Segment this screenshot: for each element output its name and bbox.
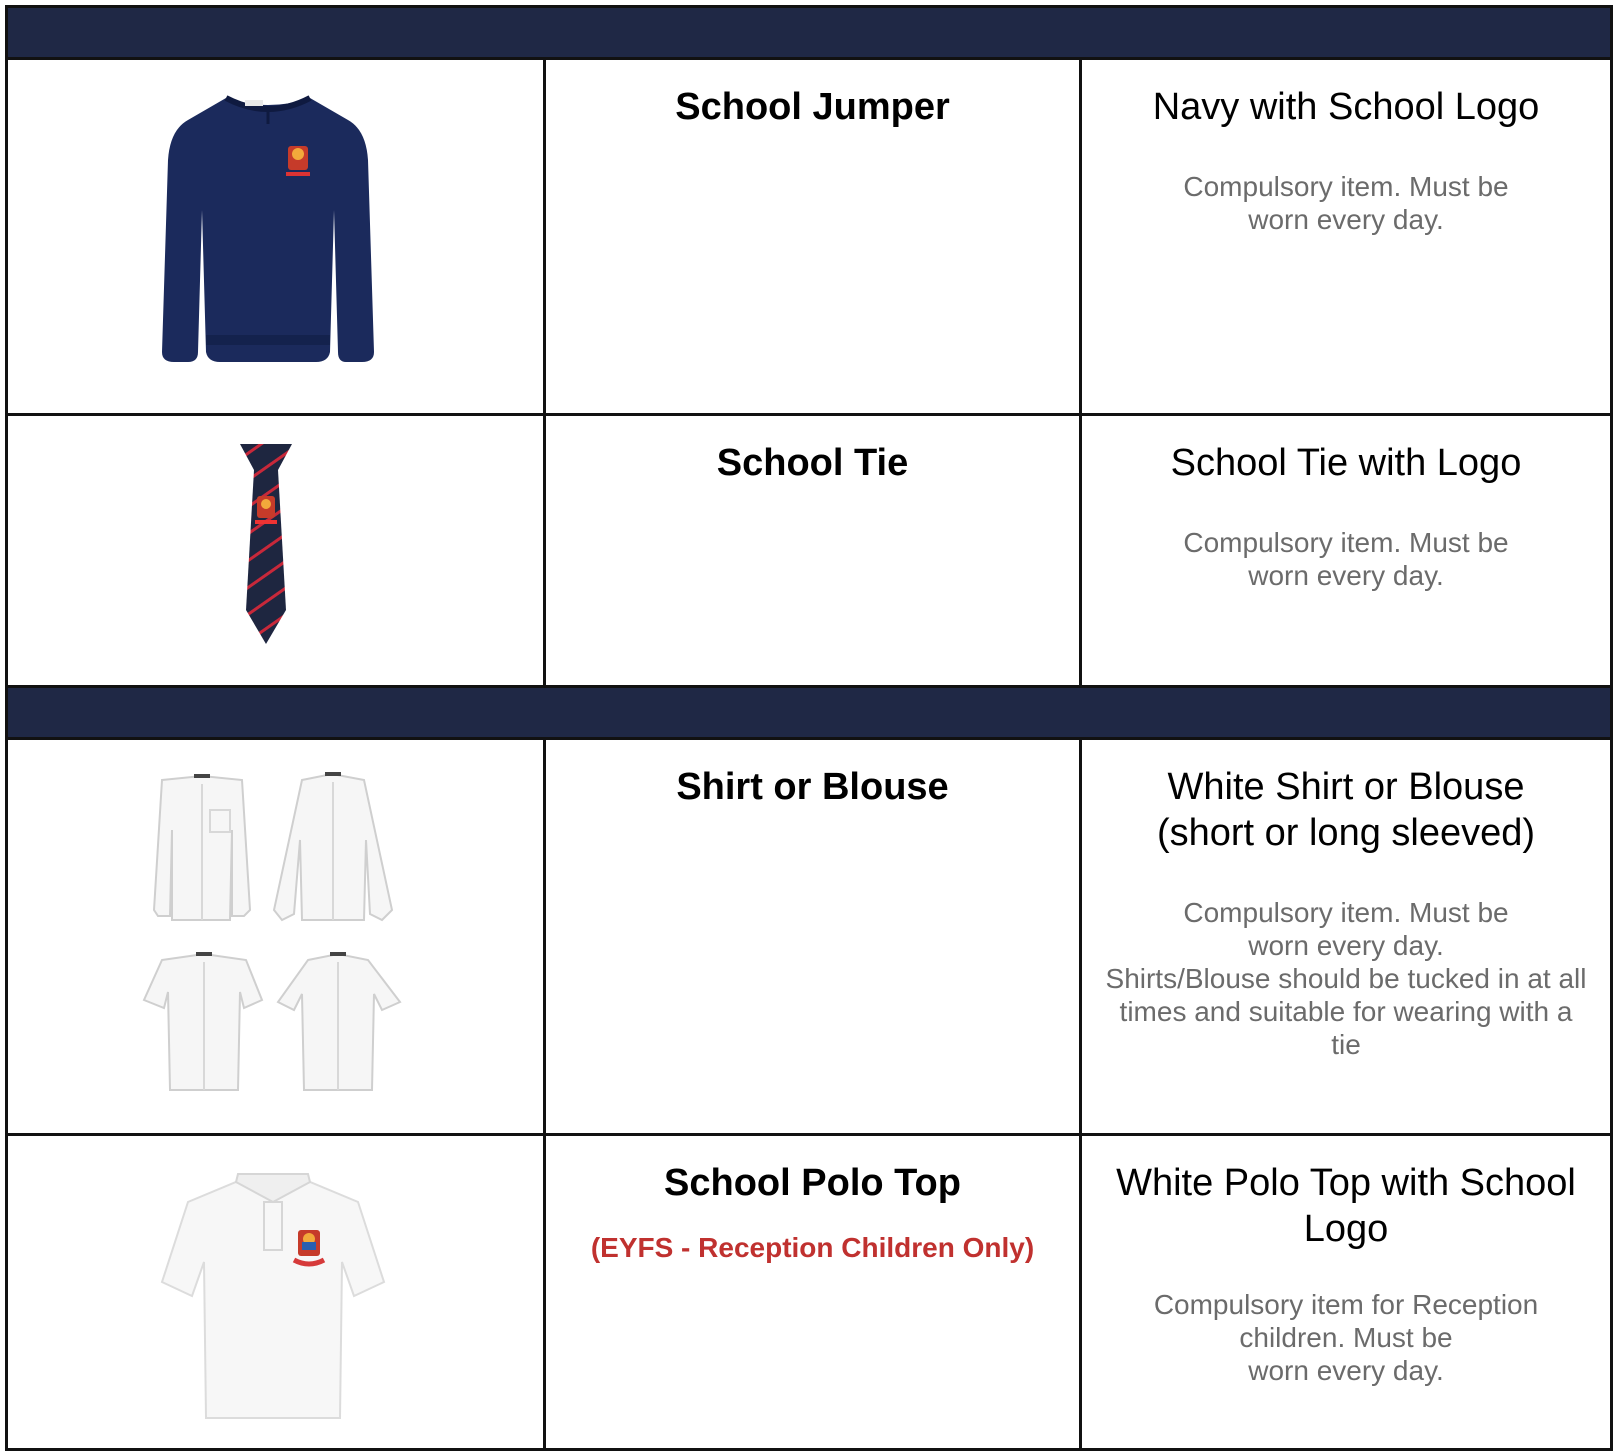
section-header-band <box>8 8 1610 60</box>
description-cell <box>1082 416 1610 685</box>
description-cell <box>1082 60 1610 413</box>
table-row <box>8 1136 1610 1448</box>
item-cell <box>546 740 1082 1133</box>
section-header-band <box>8 685 1610 740</box>
item-cell <box>546 1136 1082 1448</box>
item-description: White Shirt or Blouse (short or long sleeved) <box>1156 766 1536 854</box>
description-cell <box>1082 740 1610 1133</box>
item-description: White Polo Top with School Logo <box>1116 1162 1576 1250</box>
uniform-table <box>5 5 1613 1451</box>
tie-icon <box>226 440 306 650</box>
item-name: School Jumper <box>675 86 950 128</box>
item-name: School Polo Top <box>664 1162 961 1204</box>
jumper-icon <box>148 90 388 370</box>
item-description: Navy with School Logo <box>1152 86 1540 128</box>
item-notes: Compulsory item. Must be worn every day. Shirts/Blouse should be tucked in at all times and suitable for wearing with a tie <box>1105 897 1587 1060</box>
table-row <box>8 60 1610 416</box>
table-row <box>8 740 1610 1136</box>
item-cell <box>546 60 1082 413</box>
description-cell <box>1082 1136 1610 1448</box>
polo-icon <box>158 1172 388 1422</box>
item-notes: Compulsory item. Must be worn every day. <box>1183 171 1509 235</box>
item-description: School Tie with Logo <box>1170 442 1522 484</box>
item-notes: Compulsory item. Must be worn every day. <box>1183 527 1509 591</box>
image-cell <box>8 1136 546 1448</box>
item-name: Shirt or Blouse <box>676 766 949 808</box>
image-cell <box>8 416 546 685</box>
item-notes: Compulsory item for Reception children. Must be worn every day. <box>1153 1289 1539 1386</box>
table-row <box>8 416 1610 685</box>
image-cell <box>8 740 546 1133</box>
item-cell <box>546 416 1082 685</box>
item-note: (EYFS - Reception Children Only) <box>590 1232 1035 1263</box>
item-name: School Tie <box>716 442 909 484</box>
image-cell <box>8 60 546 413</box>
shirts-icon <box>132 770 412 1100</box>
